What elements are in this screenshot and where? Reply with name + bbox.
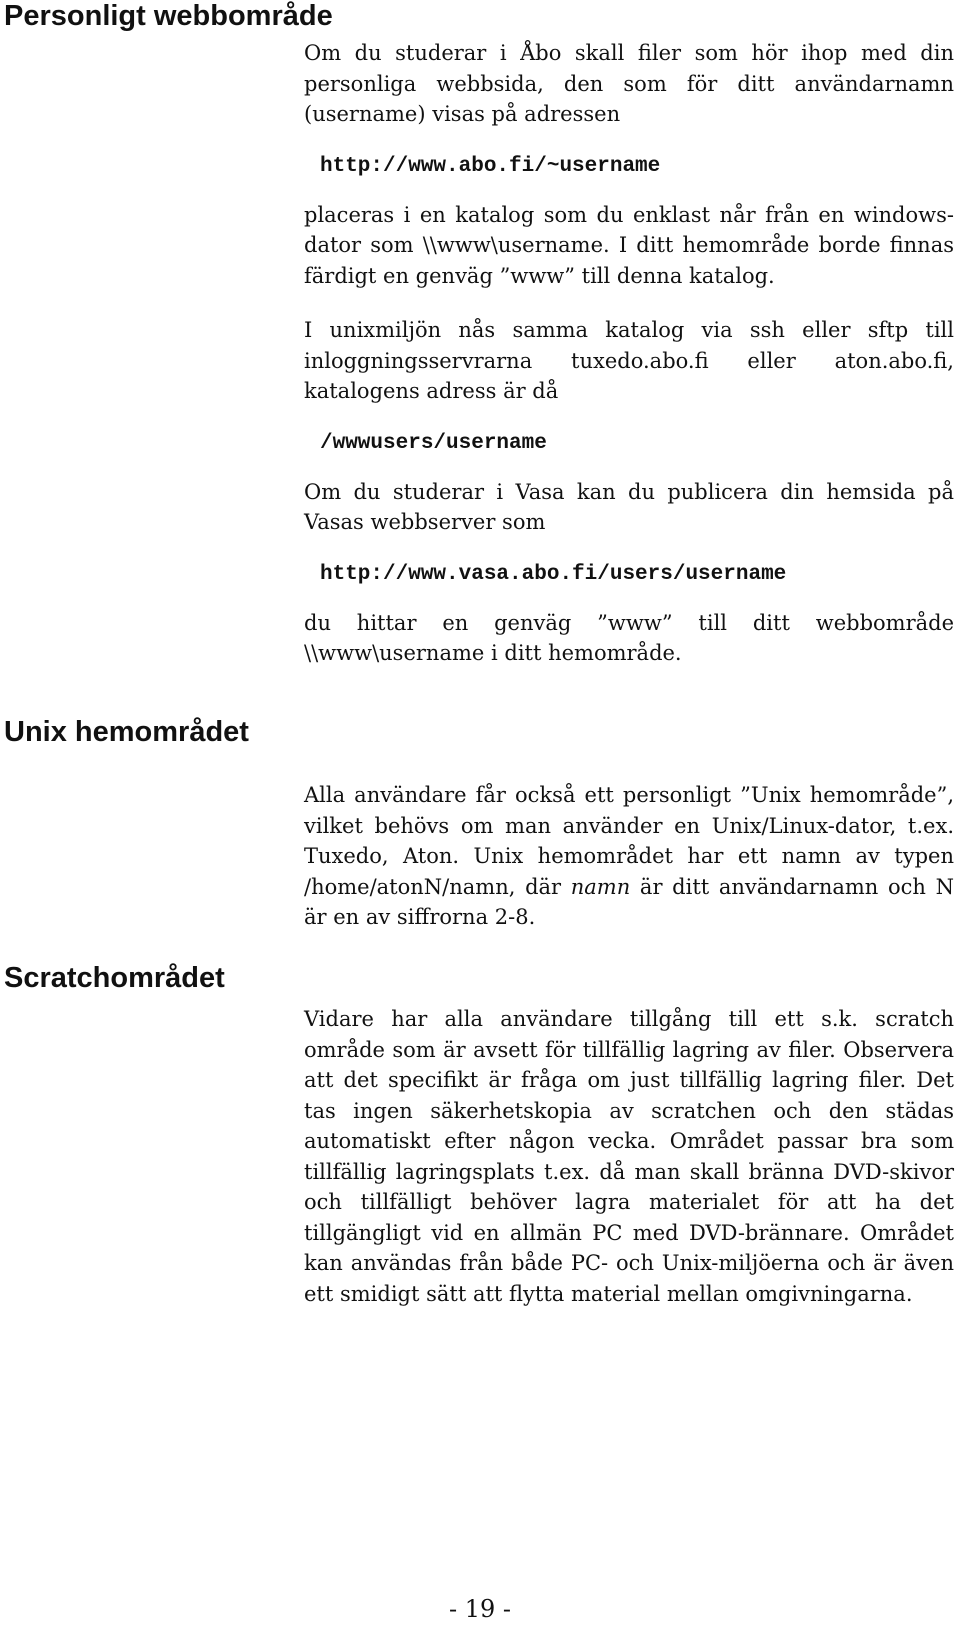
section-body-personal-web: [304, 38, 954, 669]
text-run: Alla användare får också ett personligt ”Unix hemområde”, vilket behövs om man använder en Unix/Linux-dator, t.ex. Tuxedo, Aton. Unix hemområdet har ett namn av typen /home/atonN/namn, där: [304, 783, 954, 899]
url-code: http://www.abo.fi/~username: [320, 154, 661, 178]
emphasis-text: namn: [570, 874, 631, 899]
path-code: /wwwusers/username: [320, 431, 547, 455]
text-run: är ditt användarnamn och N är en av siffrorna 2-8.: [304, 874, 954, 929]
paragraph: Om du studerar i Vasa kan du publicera din hemsida på Vasas webbserver som: [304, 479, 954, 534]
paragraph: Om du studerar i Åbo skall filer som hör ihop med din personliga webbsida, den som för ditt användarnamn (username) visas på adressen: [304, 41, 954, 126]
page-number: - 19 -: [448, 1595, 511, 1623]
paragraph: Vidare har alla användare tillgång till ett s.k. scratch område som är avsett för tillfällig lagring av filer. Observera att det specifikt är fråga om just tillfällig lagring filer. Det tas ingen säkerhetskopia av scratchen och den städas automatiskt efter någon vecka. Området passar bra som tillfällig lagringsplats t.ex. då man skall bränna DVD-skivor och tillfälligt behöver lagra materialet för att ha det tillgängligt vid en allmän PC med DVD-brännare. Området kan användas från både PC- och Unix-miljöerna och är även ett smidigt sätt att flytta material mellan omgivningarna.: [304, 1007, 954, 1306]
section-heading-scratch: Scratchområdet: [4, 962, 225, 994]
paragraph: I unixmiljön nås samma katalog via ssh eller sftp till inloggningsservrarna tuxedo.abo.fi eller aton.abo.fi, katalogens adress är då: [304, 318, 954, 403]
section-heading-unix-home: Unix hemområdet: [4, 716, 249, 748]
url-code: http://www.vasa.abo.fi/users/username: [320, 562, 787, 586]
section-heading-personal-web: Personligt webbområde: [4, 0, 333, 32]
paragraph: [304, 780, 954, 933]
section-body-unix-home: [304, 780, 954, 933]
section-body-scratch: [304, 1004, 954, 1309]
paragraph: du hittar en genväg ”www” till ditt webbområde \\www\username i ditt hemområde.: [304, 610, 954, 665]
paragraph: placeras i en katalog som du enklast når från en windows-dator som \\www\username. I ditt hemområde borde finnas färdigt en genväg ”www” till denna katalog.: [304, 202, 954, 288]
